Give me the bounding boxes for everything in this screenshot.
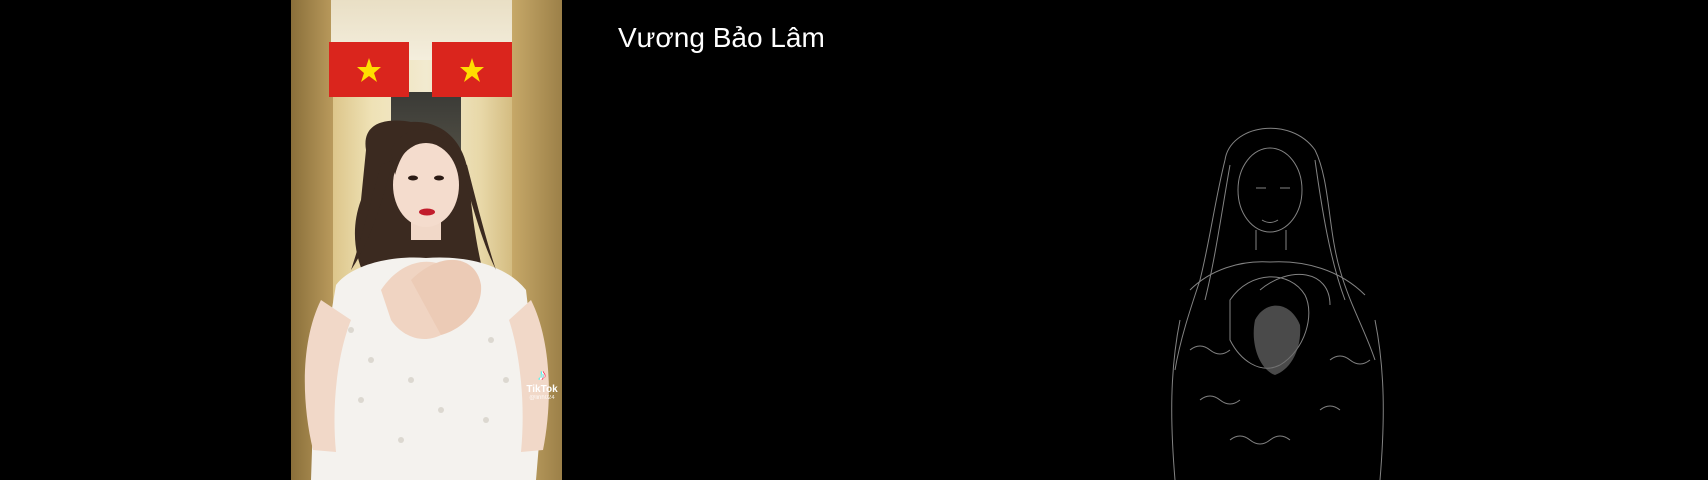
tiktok-note-icon: ♪ bbox=[538, 367, 546, 384]
caption-title: Vương Bảo Lâm bbox=[618, 22, 825, 53]
tiktok-label: TikTok bbox=[526, 384, 558, 395]
person-figure bbox=[291, 0, 562, 480]
video-frame bbox=[291, 0, 562, 480]
tiktok-user: @linh024 bbox=[529, 395, 555, 401]
tiktok-watermark bbox=[524, 368, 560, 401]
edge-detection-output bbox=[1130, 120, 1430, 480]
